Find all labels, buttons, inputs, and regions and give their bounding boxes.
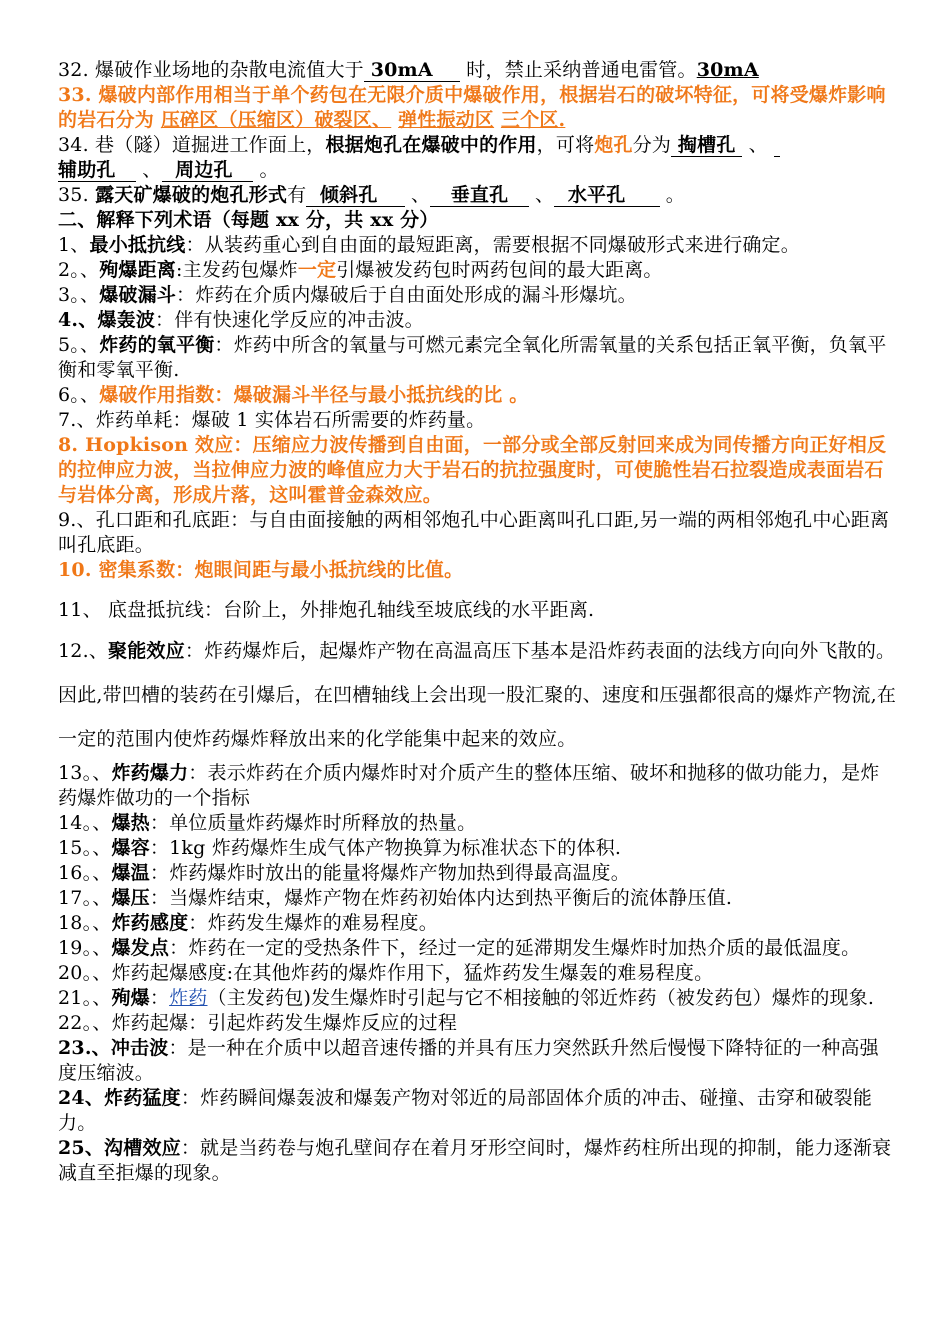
term-23: 23.、冲击波：是一种在介质中以超音速传播的并具有压力突然跃升然后慢慢下降特征的一种高强度压缩波。 [58,1037,879,1084]
answer-blank: 垂直孔 [430,184,529,207]
term-17: 17。、爆压：当爆炸结束，爆炸产物在炸药初始体内达到热平衡后的流体静压值. [58,887,733,909]
term-18: 18。、炸药感度：炸药发生爆炸的难易程度。 [58,912,438,934]
answer-zone-2: 弹性振动区 [398,109,495,131]
term-8: 8. Hopkison 效应：压缩应力波传播到自由面，一部分或全部反射回来成为同传播方向正好相反的拉伸应力波，当拉伸应力波的峰值应力大于岩石的抗拉强度时，可使脆性岩石拉裂造成表面岩石与岩体分离，形成片落，这叫霍普金森效应。 [58,434,887,506]
answer-blank: 掏槽孔 [671,134,742,157]
term-24: 24、炸药猛度：炸药瞬间爆轰波和爆轰产物对邻近的局部固体介质的冲击、碰撞、击穿和破裂能力。 [58,1087,873,1134]
term-3: 3。、爆破漏斗：炸药在介质内爆破后于自由面处形成的漏斗形爆坑。 [58,284,637,306]
answer-blank: 倾斜孔 [306,184,405,207]
term-7: 7.、炸药单耗：爆破 1 实体岩石所需要的炸药量。 [58,409,486,431]
answer-blank: 30mA [364,59,460,82]
term-12: 12.、聚能效应：炸药爆炸后，起爆炸产物在高温高压下基本是沿炸药表面的法线方向向外飞散的。因此,带凹槽的装药在引爆后，在凹槽轴线上会出现一股汇聚的、速度和压强都很高的爆炸产物流,在一定的范围内使炸药爆炸释放出来的化学能集中起来的效应。 [58,640,897,750]
term-11: 11、 底盘抵抗线：台阶上，外排炮孔轴线至坡底线的水平距离. [58,599,595,621]
term-14: 14。、爆热：单位质量炸药爆炸时所释放的热量。 [58,812,477,834]
question-35: 35. 露天矿爆破的炮孔形式有 倾斜孔 、 垂直孔 、 水平孔 。 [58,184,685,206]
term-6: 6。、爆破作用指数：爆破漏斗半径与最小抵抗线的比 。 [58,384,529,406]
answer-zone-1: 压碎区（压缩区）破裂区 [160,109,373,131]
term-22: 22。、炸药起爆：引起炸药发生爆炸反应的过程 [58,1012,458,1034]
question-34: 34. 巷（隧）道掘进工作面上，根据炮孔在爆破中的作用，可将炮孔分为 掏槽孔 、 辅助孔 、 周边孔 。 [58,133,898,183]
question-32: 32. 爆破作业场地的杂散电流值大于 30mA 时，禁止采纳普通电雷管。30mA [58,59,759,81]
term-21: 21。、殉爆：炸药（主发药包)发生爆炸时引起与它不相接触的邻近炸药（被发药包）爆炸的现象. [58,987,875,1009]
term-1: 1、最小抵抗线：从装药重心到自由面的最短距离，需要根据不同爆破形式来进行确定。 [58,234,800,256]
term-19: 19。、爆发点：炸药在一定的受热条件下，经过一定的延滞期发生爆炸时加热介质的最低温度。 [58,937,861,959]
term-2: 2。、殉爆距离:主发药包爆炸一定引爆被发药包时两药包间的最大距离。 [58,259,663,281]
term-16: 16。、爆温：炸药爆炸时放出的能量将爆炸产物加热到得最高温度。 [58,862,630,884]
term-20: 20。、炸药起爆感度:在其他炸药的爆炸作用下，猛炸药发生爆轰的难易程度。 [58,962,714,984]
term-4: 4.、爆轰波：伴有快速化学反应的冲击波。 [58,309,424,331]
term-13: 13。、炸药爆力：表示炸药在介质内爆炸时对介质产生的整体压缩、破坏和抛移的做功能力，是炸药爆炸做功的一个指标 [58,762,880,809]
document-page [58,58,898,1186]
term-9: 9.、孔口距和孔底距：与自由面接触的两相邻炮孔中心距离叫孔口距,另一端的两相邻炮孔中心距离叫孔底距。 [58,509,890,556]
term-10: 10. 密集系数：炮眼间距与最小抵抗线的比值。 [58,559,464,581]
answer-blank: 周边孔 [162,159,254,182]
term-25: 25、沟槽效应：就是当药卷与炮孔壁间存在着月牙形空间时，爆炸药柱所出现的抑制，能力逐渐衰减直至拒爆的现象。 [58,1137,892,1184]
term-15: 15。、爆容：1kg 炸药爆炸生成气体产物换算为标准状态下的体积. [58,837,622,859]
answer-text: 30mA [696,59,759,81]
question-33: 33. 爆破内部作用相当于单个药包在无限介质中爆破作用，根据岩石的破坏特征，可将受爆炸影响的岩石分为 压碎区（压缩区）破裂区、 弹性振动区 三个区. [58,84,886,131]
explosive-link[interactable]: 炸药 [169,987,208,1009]
answer-blank: 辅助孔 [58,159,136,182]
section-title: 二、解释下列术语（每题 xx 分，共 xx 分） [58,209,439,231]
answer-blank: 水平孔 [554,184,659,207]
term-5: 5。、炸药的氧平衡：炸药中所含的氧量与可燃元素完全氧化所需氧量的关系包括正氧平衡，负氧平衡和零氧平衡. [58,334,887,381]
